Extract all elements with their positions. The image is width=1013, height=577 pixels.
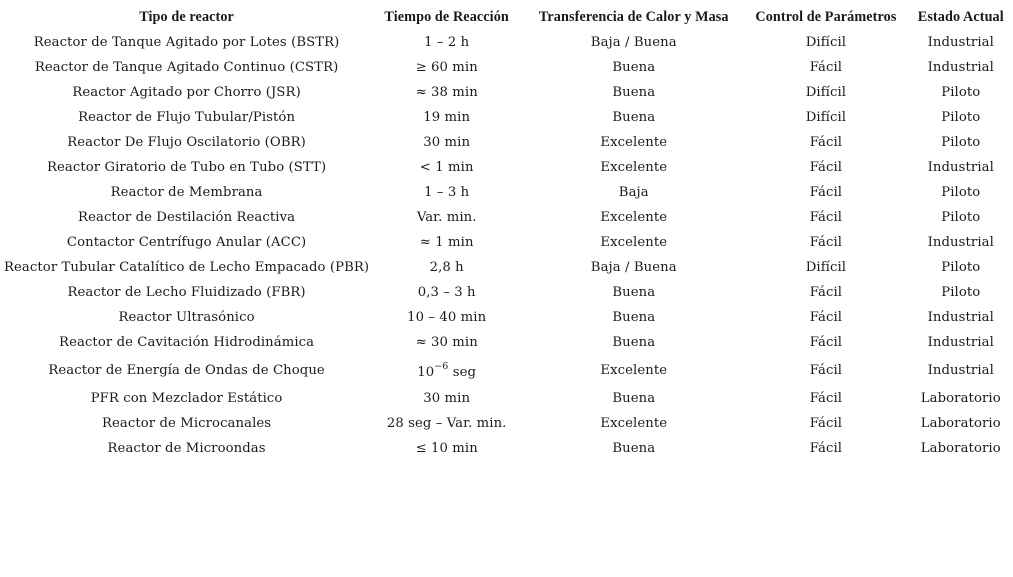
cell-parameter-control: Fácil — [809, 160, 843, 175]
cell-reaction-time — [369, 355, 524, 386]
cell-current-status: Industrial — [927, 60, 994, 75]
cell-parameter-control: Fácil — [809, 416, 843, 431]
cell-reaction-time: ≈ 38 min — [415, 85, 478, 100]
cell-current-status: Laboratorio — [920, 441, 1001, 456]
table-row — [4, 80, 1013, 105]
cell-current-status: Piloto — [941, 135, 981, 150]
cell-reaction-time: 2,8 h — [429, 260, 464, 275]
cell-reaction-time: 19 min — [423, 110, 471, 125]
cell-parameter-control: Difícil — [805, 35, 847, 50]
table-row — [4, 386, 1013, 411]
cell-parameter-control: Fácil — [809, 210, 843, 225]
cell-parameter-control: Fácil — [809, 235, 843, 250]
cell-current-status: Industrial — [927, 310, 994, 325]
cell-reaction-time: 1 – 2 h — [424, 35, 470, 50]
cell-heat-mass-transfer: Excelente — [600, 235, 668, 250]
cell-reactor-type: Reactor de Flujo Tubular/Pistón — [78, 110, 296, 125]
cell-heat-mass-transfer: Buena — [612, 60, 656, 75]
time-exponent: −6 — [434, 361, 449, 372]
cell-current-status: Industrial — [927, 363, 994, 378]
cell-reaction-time: 28 seg – Var. min. — [386, 416, 507, 431]
cell-reactor-type: Reactor de Microcanales — [101, 416, 272, 431]
cell-reaction-time: 30 min — [423, 135, 471, 150]
header-heat-mass-transfer: Transferencia de Calor y Masa — [538, 9, 729, 25]
table-header-row — [4, 5, 1013, 30]
cell-current-status: Laboratorio — [920, 416, 1001, 431]
cell-reactor-type: Reactor de Lecho Fluidizado (FBR) — [67, 285, 306, 300]
cell-parameter-control: Fácil — [809, 285, 843, 300]
cell-heat-mass-transfer: Excelente — [600, 363, 668, 378]
cell-reactor-type: Reactor de Destilación Reactiva — [78, 210, 296, 225]
cell-current-status: Piloto — [941, 85, 981, 100]
cell-reactor-type: Reactor Agitado por Chorro (JSR) — [72, 85, 301, 100]
table-row — [4, 155, 1013, 180]
table-row — [4, 280, 1013, 305]
cell-reactor-type: Reactor de Tanque Agitado por Lotes (BSTR) — [33, 35, 340, 50]
cell-reactor-type: Reactor de Cavitación Hidrodinámica — [59, 335, 315, 350]
table-row — [4, 180, 1013, 205]
cell-reaction-time: ≤ 10 min — [415, 441, 478, 456]
table-row — [4, 105, 1013, 130]
table-row — [4, 205, 1013, 230]
table-row — [4, 230, 1013, 255]
cell-current-status: Piloto — [941, 110, 981, 125]
cell-current-status: Piloto — [941, 260, 981, 275]
table-row — [4, 330, 1013, 355]
cell-current-status: Industrial — [927, 335, 994, 350]
cell-parameter-control: Difícil — [805, 260, 847, 275]
cell-current-status: Piloto — [941, 210, 981, 225]
cell-heat-mass-transfer: Baja / Buena — [590, 35, 677, 50]
cell-reaction-time: ≥ 60 min — [415, 60, 478, 75]
cell-heat-mass-transfer: Buena — [612, 335, 656, 350]
table-row — [4, 411, 1013, 436]
header-reaction-time: Tiempo de Reacción — [384, 9, 509, 25]
time-unit: seg — [452, 365, 477, 380]
cell-heat-mass-transfer: Excelente — [600, 416, 668, 431]
cell-heat-mass-transfer: Excelente — [600, 135, 668, 150]
cell-current-status: Laboratorio — [920, 391, 1001, 406]
cell-parameter-control: Fácil — [809, 310, 843, 325]
cell-heat-mass-transfer: Buena — [612, 391, 656, 406]
cell-heat-mass-transfer: Buena — [612, 85, 656, 100]
cell-heat-mass-transfer: Excelente — [600, 210, 668, 225]
reactor-comparison-table — [4, 5, 1013, 461]
cell-parameter-control: Fácil — [809, 335, 843, 350]
cell-heat-mass-transfer: Buena — [612, 285, 656, 300]
table-row — [4, 255, 1013, 280]
cell-reactor-type: Reactor Ultrasónico — [118, 310, 255, 325]
cell-reaction-time: Var. min. — [416, 210, 477, 225]
cell-current-status: Industrial — [927, 35, 994, 50]
cell-parameter-control: Difícil — [805, 85, 847, 100]
cell-reactor-type: Reactor de Membrana — [110, 185, 263, 200]
cell-reaction-time: 30 min — [423, 391, 471, 406]
cell-reactor-type: Reactor de Tanque Agitado Continuo (CSTR) — [34, 60, 339, 75]
cell-parameter-control: Fácil — [809, 441, 843, 456]
cell-reaction-time: < 1 min — [419, 160, 474, 175]
cell-current-status: Industrial — [927, 160, 994, 175]
cell-current-status: Piloto — [941, 285, 981, 300]
cell-heat-mass-transfer: Buena — [612, 110, 656, 125]
cell-reactor-type: PFR con Mezclador Estático — [90, 391, 283, 406]
cell-reaction-time: 0,3 – 3 h — [417, 285, 476, 300]
cell-reaction-time: 1 – 3 h — [424, 185, 470, 200]
cell-parameter-control: Difícil — [805, 110, 847, 125]
cell-reactor-type: Reactor Giratorio de Tubo en Tubo (STT) — [46, 160, 327, 175]
cell-heat-mass-transfer: Buena — [612, 441, 656, 456]
cell-reaction-time: ≈ 1 min — [419, 235, 474, 250]
table-row — [4, 55, 1013, 80]
cell-parameter-control: Fácil — [809, 135, 843, 150]
header-parameter-control: Control de Parámetros — [755, 9, 897, 25]
cell-reaction-time: 10 – 40 min — [407, 310, 487, 325]
cell-reactor-type: Reactor De Flujo Oscilatorio (OBR) — [67, 135, 306, 150]
table-row — [4, 436, 1013, 461]
cell-reactor-type: Reactor de Microondas — [107, 441, 266, 456]
header-current-status: Estado Actual — [917, 9, 1004, 25]
time-base: 10 — [417, 365, 435, 380]
cell-current-status: Piloto — [941, 185, 981, 200]
cell-reaction-time: ≈ 30 min — [415, 335, 478, 350]
cell-reactor-type: Reactor de Energía de Ondas de Choque — [48, 363, 325, 378]
cell-parameter-control: Fácil — [809, 185, 843, 200]
table-row — [4, 130, 1013, 155]
cell-reactor-type: Reactor Tubular Catalítico de Lecho Empacado (PBR) — [4, 260, 370, 275]
cell-parameter-control: Fácil — [809, 363, 843, 378]
cell-heat-mass-transfer: Excelente — [600, 160, 668, 175]
table-row — [4, 305, 1013, 330]
header-reactor-type: Tipo de reactor — [139, 9, 234, 25]
cell-current-status: Industrial — [927, 235, 994, 250]
table-row — [4, 30, 1013, 55]
cell-heat-mass-transfer: Baja — [618, 185, 649, 200]
cell-parameter-control: Fácil — [809, 391, 843, 406]
cell-parameter-control: Fácil — [809, 60, 843, 75]
cell-heat-mass-transfer: Baja / Buena — [590, 260, 677, 275]
cell-reactor-type: Contactor Centrífugo Anular (ACC) — [66, 235, 307, 250]
table-row — [4, 355, 1013, 386]
cell-heat-mass-transfer: Buena — [612, 310, 656, 325]
